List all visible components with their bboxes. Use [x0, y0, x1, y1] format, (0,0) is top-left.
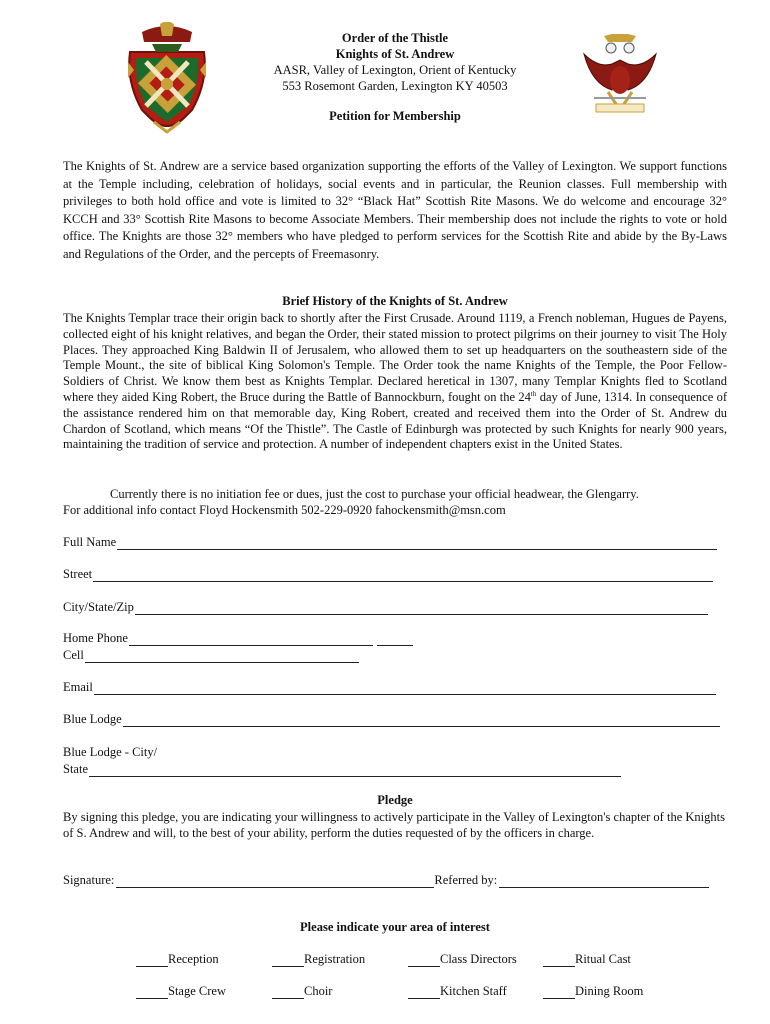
home-phone-label: Home Phone	[63, 631, 128, 645]
city-state-zip-line[interactable]	[135, 602, 708, 615]
checkbox-blank[interactable]	[408, 986, 440, 999]
interest-option-reception[interactable]	[136, 952, 219, 967]
email-line[interactable]	[94, 682, 716, 695]
street-label: Street	[63, 567, 93, 581]
double-headed-eagle-logo	[582, 34, 658, 122]
signature-label: Signature:	[63, 873, 115, 887]
option-label: Stage Crew	[168, 984, 226, 998]
cell-line[interactable]	[85, 650, 359, 663]
interest-option-stage-crew[interactable]	[136, 984, 226, 999]
valley-line: AASR, Valley of Lexington, Orient of Kentucky	[273, 63, 517, 77]
order-name: Order of the Thistle	[341, 31, 449, 45]
full-name-label: Full Name	[63, 535, 117, 549]
knights-crest-logo	[124, 22, 210, 134]
state-field[interactable]	[63, 761, 621, 777]
intro-paragraph: The Knights of St. Andrew are a service based organization supporting the efforts of the Valley of Lexington. We support functions at the Temple including, celebration of holidays, social events and in particular, the Reunion classes. Full membership with privileges to both hold office and vote is limited to 32° “Black Hat” Scottish Rite Masons. We do welcome and encourage 32° KCCH and 33° Scottish Rite Masons to become Associate Members. Their membership does not include the rights to vote or hold office. The Knights are those 32° members who have pledged to perform services for the Scottish Rite and abide by the By-Laws and Regulations of the Order, and the percepts of Freemasonry.	[63, 159, 727, 261]
interest-option-registration[interactable]	[272, 952, 365, 967]
referred-by-label: Referred by:	[434, 873, 498, 887]
blue-lodge-label: Blue Lodge	[63, 712, 122, 726]
state-label: State	[63, 762, 88, 776]
checkbox-blank[interactable]	[543, 986, 575, 999]
home-phone-line[interactable]	[129, 633, 373, 646]
email-label: Email	[63, 680, 93, 694]
home-phone-field[interactable]	[63, 630, 413, 646]
street-field[interactable]	[63, 566, 713, 582]
checkbox-blank[interactable]	[272, 954, 304, 967]
knights-name: Knights of St. Andrew	[335, 47, 455, 61]
letterhead	[200, 30, 590, 124]
city-state-zip-field[interactable]	[63, 599, 708, 615]
checkbox-blank[interactable]	[272, 986, 304, 999]
home-phone-line-ext[interactable]	[377, 633, 413, 646]
option-label: Kitchen Staff	[440, 984, 507, 998]
interest-option-class-directors[interactable]	[408, 952, 517, 967]
blue-lodge-field[interactable]	[63, 711, 720, 727]
ordinal-suffix: th	[530, 389, 537, 398]
full-name-field[interactable]	[63, 534, 717, 550]
option-label: Choir	[304, 984, 333, 998]
interest-option-choir[interactable]	[272, 984, 332, 999]
cell-label: Cell	[63, 648, 84, 662]
contact-info: For additional info contact Floyd Hockensmith 502-229-0920 fahockensmith@msn.com	[63, 503, 506, 517]
pledge-text: By signing this pledge, you are indicating your willingness to actively participate in the Valley of Lexington's chapter of the Knights of S. Andrew and will, to the best of your ability, perform the duties requested of by the officers in charge.	[63, 810, 725, 840]
cell-field[interactable]	[63, 647, 359, 663]
interest-option-ritual-cast[interactable]	[543, 952, 631, 967]
checkbox-blank[interactable]	[408, 954, 440, 967]
checkbox-blank[interactable]	[136, 986, 168, 999]
address-line: 553 Rosemont Garden, Lexington KY 40503	[282, 79, 508, 93]
history-text-part1: The Knights Templar trace their origin back to shortly after the First Crusade. Around 1119, a French nobleman, Hugues de Payens, collected eight of his knight relatives, and began the Order, their stated mission to protect pilgrims on their journey to visit The Holy Places. They approached King Baldwin II of Jerusalem, who allowed them to set up headquarters on the southeastern side of the Temple Mount., the site of biblical King Solomon's Temple. The Order took the name Knights of the Temple, the Poor Fellow-Soldiers of Christ. We know them best as Knights Templar. Declared heretical in 1307, many Templar Knights fled to Scotland where they aided King Robert, the Bruce during the Battle of Bannockburn, fought on the 24	[63, 311, 727, 404]
blue-lodge-city-label-row	[63, 744, 157, 760]
street-line[interactable]	[93, 569, 713, 582]
fee-note: Currently there is no initiation fee or dues, just the cost to purchase your official headwear, the Glengarry.	[110, 487, 639, 501]
history-paragraph	[63, 311, 727, 453]
checkbox-blank[interactable]	[136, 954, 168, 967]
interest-heading: Please indicate your area of interest	[300, 920, 490, 934]
option-label: Class Directors	[440, 952, 517, 966]
history-heading: Brief History of the Knights of St. Andrew	[282, 294, 508, 308]
interest-option-dining-room[interactable]	[543, 984, 643, 999]
option-label: Registration	[304, 952, 366, 966]
option-label: Dining Room	[575, 984, 644, 998]
option-label: Ritual Cast	[575, 952, 631, 966]
document-title: Petition for Membership	[329, 109, 461, 123]
option-label: Reception	[168, 952, 219, 966]
history-text-part2: day of June, 1314. In consequence of the assistance rendered him on that memorable day, King Robert, created and received them into the Order of St. Andrew du Chardon of Scotland, which means “Of the Thistle”. The Castle of Edinburgh was protected by such Knights for nearly 900 years, maintaining the tradition of service and protection. A number of independent chapters exist in the United States.	[63, 389, 727, 452]
signature-row[interactable]	[63, 873, 709, 888]
checkbox-blank[interactable]	[543, 954, 575, 967]
signature-line[interactable]	[116, 875, 434, 888]
pledge-heading: Pledge	[377, 793, 413, 807]
blue-lodge-line[interactable]	[123, 714, 720, 727]
referred-by-line[interactable]	[499, 875, 709, 888]
city-state-zip-label: City/State/Zip	[63, 600, 134, 614]
blue-lodge-city-label: Blue Lodge - City/	[63, 745, 158, 759]
state-line[interactable]	[89, 764, 621, 777]
email-field[interactable]	[63, 679, 716, 695]
interest-option-kitchen-staff[interactable]	[408, 984, 507, 999]
full-name-line[interactable]	[117, 537, 717, 550]
